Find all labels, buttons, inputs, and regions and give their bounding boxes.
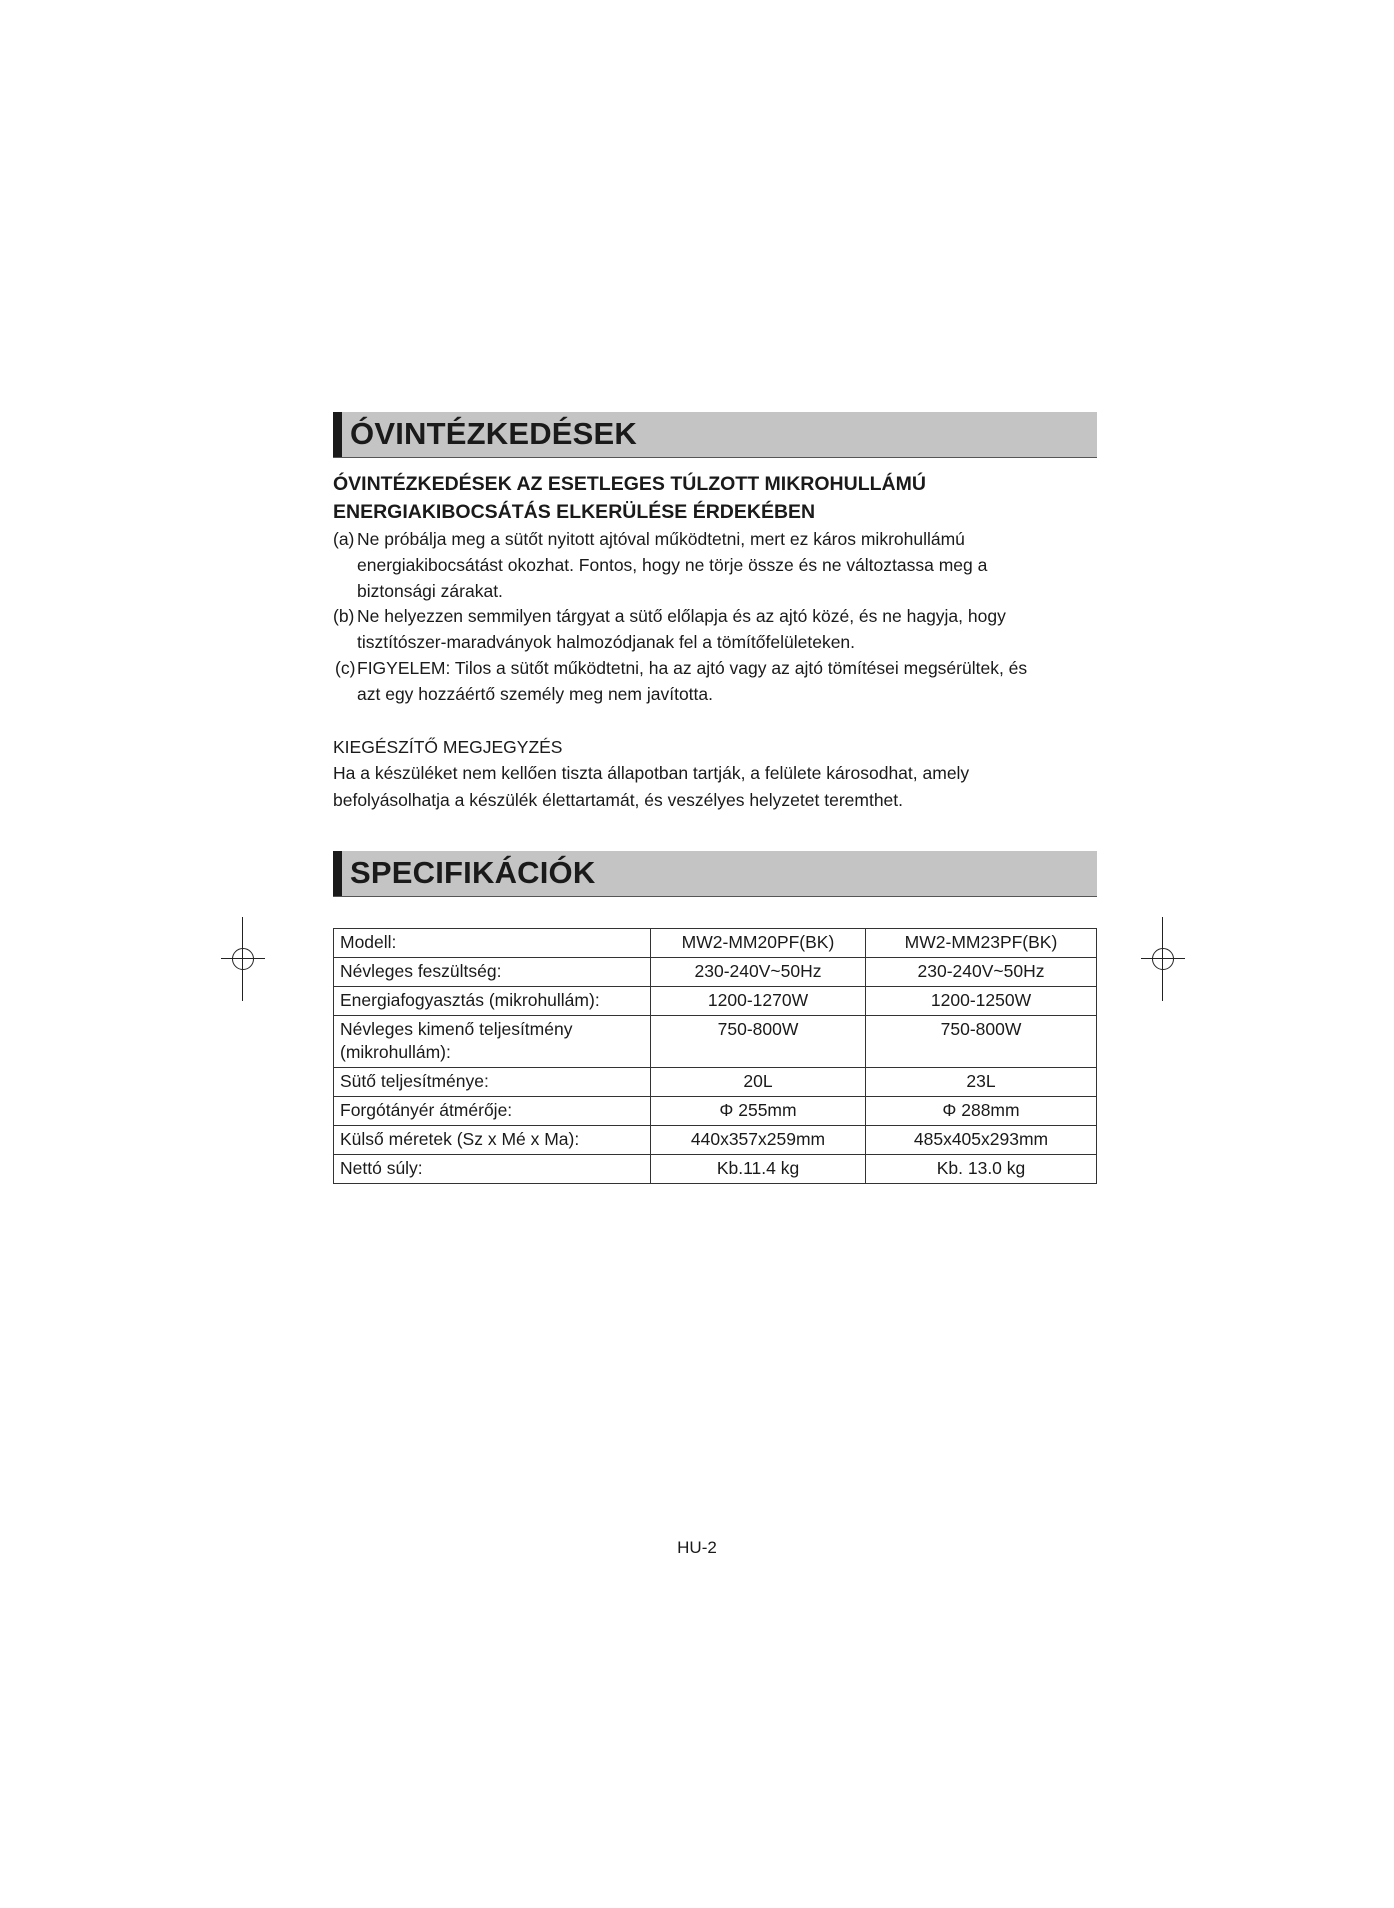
precaution-item-c (333, 656, 1097, 708)
precautions-header (333, 412, 1097, 458)
spec-label: Névleges feszültség: (334, 958, 651, 987)
precautions-subtitle-line-2: ENERGIAKIBOCSÁTÁS ELKERÜLÉSE ÉRDEKÉBEN (333, 501, 816, 523)
registration-mark-right (1141, 917, 1185, 1001)
spec-label-line-2: (mikrohullám): (340, 1042, 451, 1063)
spec-value-model-1: 230-240V~50Hz (651, 958, 866, 987)
table-row (334, 1155, 1097, 1184)
table-row (334, 1068, 1097, 1097)
item-line: energiakibocsátást okozhat. Fontos, hogy ne törje össze és ne változtassa meg a (357, 554, 988, 575)
precaution-item-a (333, 527, 1097, 604)
precautions-list (333, 527, 1097, 708)
spec-value-model-1: Φ 255mm (651, 1097, 866, 1126)
registration-mark-left (221, 917, 265, 1001)
section-bar-icon (333, 851, 342, 896)
item-line: azt egy hozzáértő személy meg nem javította. (357, 683, 713, 704)
spec-value-model-2: 485x405x293mm (866, 1126, 1097, 1155)
specs-title: SPECIFIKÁCIÓK (350, 855, 596, 891)
note-title: KIEGÉSZÍTŐ MEGJEGYZÉS (333, 736, 563, 757)
spec-value-model-2: Kb. 13.0 kg (866, 1155, 1097, 1184)
table-row (334, 1097, 1097, 1126)
additional-note (333, 734, 1097, 814)
section-bar-icon (333, 412, 342, 457)
spec-value-model-1: 440x357x259mm (651, 1126, 866, 1155)
precautions-title: ÓVINTÉZKEDÉSEK (350, 416, 638, 451)
spec-value-model-2: MW2-MM23PF(BK) (866, 929, 1097, 958)
spec-label: Forgótányér átmérője: (334, 1097, 651, 1126)
spec-label: Sütő teljesítménye: (334, 1068, 651, 1097)
table-row (334, 987, 1097, 1016)
spec-value-model-1: MW2-MM20PF(BK) (651, 929, 866, 958)
spec-label (334, 1016, 651, 1068)
spec-label: Nettó súly: (334, 1155, 651, 1184)
item-line: FIGYELEM: Tilos a sütőt működtetni, ha az ajtó vagy az ajtó tömítései megsérültek, és (357, 657, 1028, 678)
spec-value-model-2: Φ 288mm (866, 1097, 1097, 1126)
spec-label: Modell: (334, 929, 651, 958)
item-label: (c) (335, 657, 356, 678)
table-row (334, 958, 1097, 987)
spec-label: Külső méretek (Sz x Mé x Ma): (334, 1126, 651, 1155)
spec-label: Energiafogyasztás (mikrohullám): (334, 987, 651, 1016)
spec-value-model-2: 1200-1250W (866, 987, 1097, 1016)
precaution-item-b (333, 604, 1097, 656)
spec-value-model-2: 230-240V~50Hz (866, 958, 1097, 987)
spec-value-model-2: 23L (866, 1068, 1097, 1097)
spec-label-line-1: Névleges kimenő teljesítmény (340, 1019, 573, 1040)
spec-value-model-1: 20L (651, 1068, 866, 1097)
spec-value-model-1: Kb.11.4 kg (651, 1155, 866, 1184)
table-row (334, 929, 1097, 958)
table-row (334, 1016, 1097, 1068)
page-number: HU-2 (677, 1538, 717, 1557)
table-row (334, 1126, 1097, 1155)
specs-table (333, 928, 1097, 1184)
precautions-subtitle-line-1: ÓVINTÉZKEDÉSEK AZ ESETLEGES TÚLZOTT MIKROHULLÁMÚ (333, 473, 926, 495)
note-line-1: Ha a készüléket nem kellően tiszta állapotban tartják, a felülete károsodhat, amely (333, 763, 970, 784)
spec-value-model-2: 750-800W (866, 1016, 1097, 1068)
item-line: Ne próbálja meg a sütőt nyitott ajtóval működtetni, mert ez káros mikrohullámú (357, 529, 965, 549)
item-line: tisztítószer-maradványok halmozódjanak fel a tömítőfelületeken. (357, 632, 856, 653)
specs-header (333, 851, 1097, 897)
item-line: biztonsági zárakat. (357, 580, 503, 601)
item-line: Ne helyezzen semmilyen tárgyat a sütő előlapja és az ajtó közé, és ne hagyja, hogy (357, 606, 1006, 627)
page-content (333, 412, 1097, 1184)
spec-value-model-1: 750-800W (651, 1016, 866, 1068)
spec-value-model-1: 1200-1270W (651, 987, 866, 1016)
note-line-2: befolyásolhatja a készülék élettartamát, és veszélyes helyzetet teremthet. (333, 789, 904, 810)
item-label: (b) (333, 606, 355, 627)
precautions-subtitle (333, 470, 1097, 526)
item-label: (a) (333, 529, 355, 549)
